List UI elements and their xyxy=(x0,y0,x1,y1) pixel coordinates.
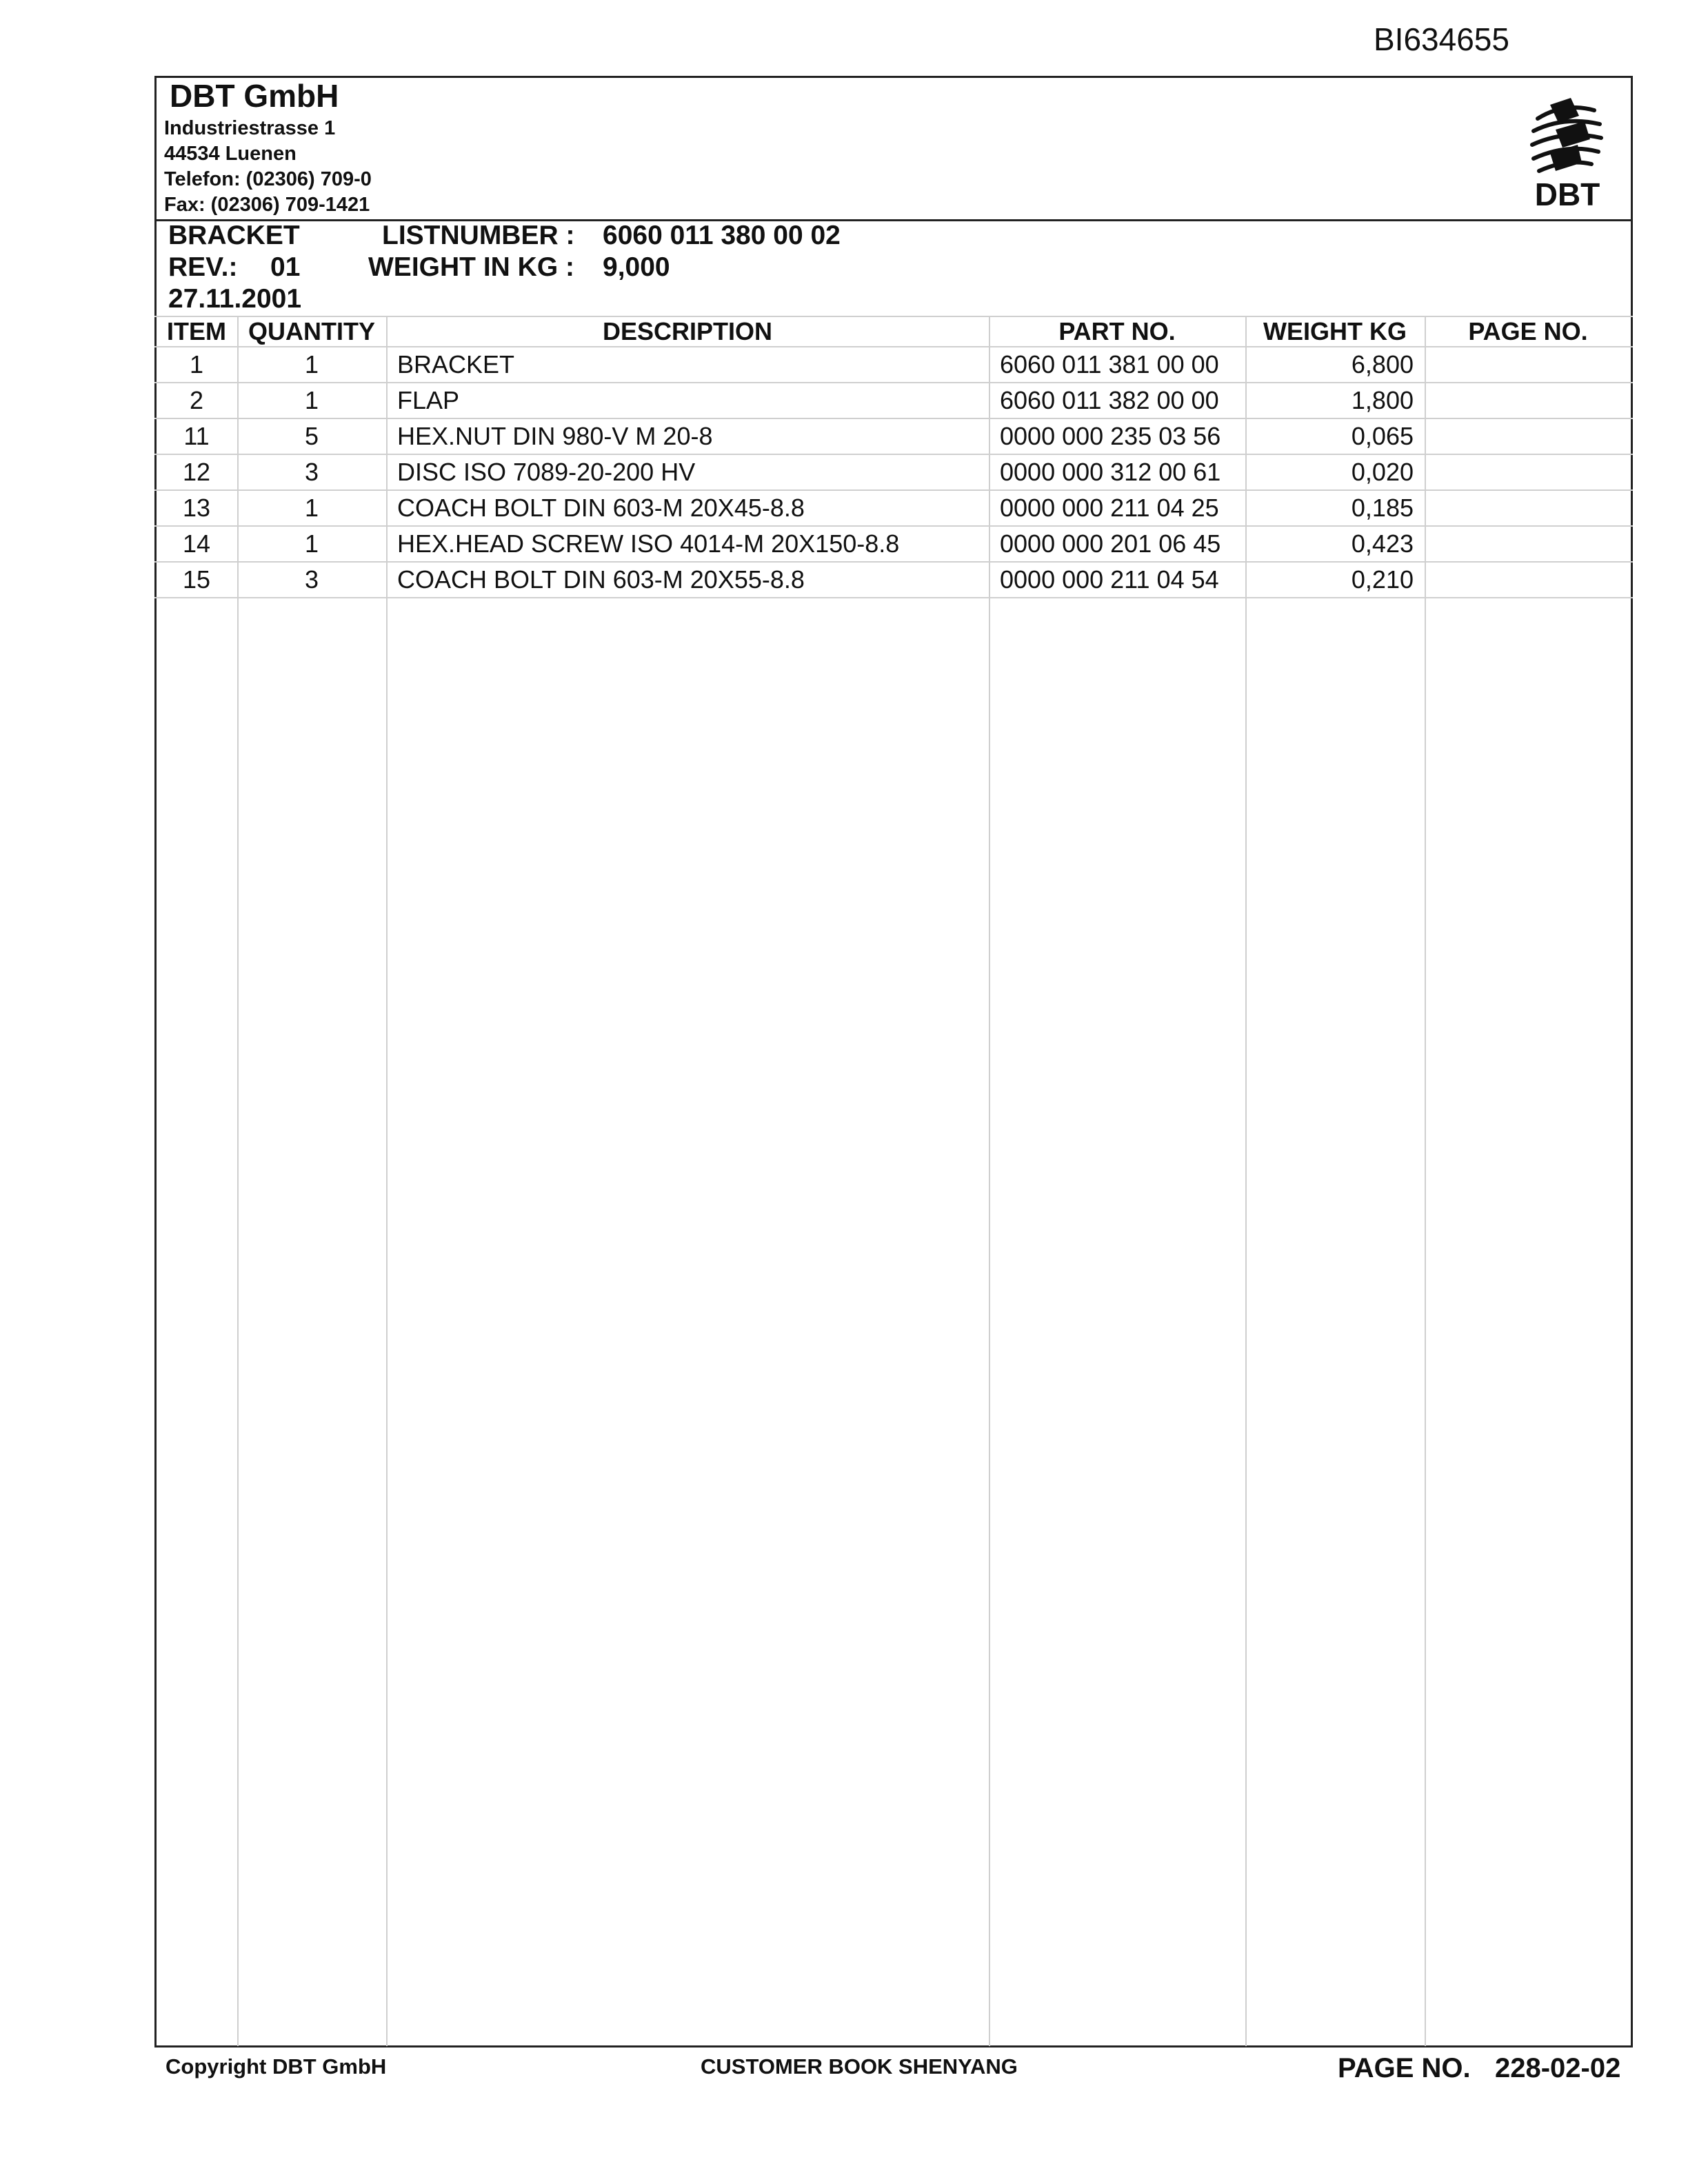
part-name: BRACKET xyxy=(168,221,300,250)
cell-item: 11 xyxy=(183,422,210,450)
cell-description: FLAP xyxy=(397,386,460,414)
footer-page-label: PAGE NO. xyxy=(1338,2053,1471,2083)
header-divider xyxy=(154,219,1633,221)
cell-weight: 1,800 xyxy=(1351,386,1414,414)
cell-description: COACH BOLT DIN 603-M 20X45-8.8 xyxy=(397,494,805,522)
cell-part-no: 6060 011 381 00 00 xyxy=(1000,350,1219,378)
column-divider xyxy=(989,316,990,2046)
cell-item: 12 xyxy=(182,458,211,486)
document-id: BI634655 xyxy=(1374,21,1509,57)
cell-item: 13 xyxy=(182,494,211,522)
cell-part-no: 0000 000 201 06 45 xyxy=(1000,529,1221,558)
cell-quantity: 1 xyxy=(304,529,319,558)
column-header-weight: WEIGHT KG xyxy=(1263,317,1407,345)
cell-weight: 0,423 xyxy=(1351,529,1414,558)
column-header-page: PAGE NO. xyxy=(1468,317,1588,345)
row-divider xyxy=(154,382,1633,383)
rev-value: 01 xyxy=(270,252,301,282)
company-fax: Fax: (02306) 709-1421 xyxy=(164,194,370,216)
column-header-part-no: PART NO. xyxy=(1058,317,1176,345)
listnumber-value: 6060 011 380 00 02 xyxy=(603,221,841,250)
cell-weight: 6,800 xyxy=(1351,350,1414,378)
cell-item: 14 xyxy=(182,529,211,558)
column-header-description: DESCRIPTION xyxy=(602,317,773,345)
cell-description: HEX.HEAD SCREW ISO 4014-M 20X150-8.8 xyxy=(397,529,900,558)
cell-quantity: 3 xyxy=(304,565,319,594)
copyright-text: Copyright DBT GmbH xyxy=(165,2054,387,2079)
cell-description: COACH BOLT DIN 603-M 20X55-8.8 xyxy=(397,565,805,594)
column-divider xyxy=(386,316,388,2046)
row-divider xyxy=(154,454,1633,455)
cell-weight: 0,185 xyxy=(1351,494,1414,522)
listnumber-label: LISTNUMBER : xyxy=(382,221,575,250)
company-phone: Telefon: (02306) 709-0 xyxy=(164,168,372,190)
cell-part-no: 0000 000 235 03 56 xyxy=(1000,422,1221,450)
row-divider xyxy=(154,346,1633,347)
cell-item: 2 xyxy=(189,386,204,414)
cell-description: HEX.NUT DIN 980-V M 20-8 xyxy=(397,422,713,450)
column-header-quantity: QUANTITY xyxy=(248,317,375,345)
row-divider xyxy=(154,597,1633,598)
cell-weight: 0,065 xyxy=(1351,422,1414,450)
company-city: 44534 Luenen xyxy=(164,143,297,165)
customer-book-text: CUSTOMER BOOK SHENYANG xyxy=(701,2054,1018,2079)
cell-part-no: 0000 000 312 00 61 xyxy=(1000,458,1221,486)
cell-item: 15 xyxy=(182,565,211,594)
cell-part-no: 6060 011 382 00 00 xyxy=(1000,386,1219,414)
row-divider xyxy=(154,561,1633,563)
cell-description: BRACKET xyxy=(397,350,515,378)
cell-weight: 0,020 xyxy=(1351,458,1414,486)
weight-label: WEIGHT IN KG : xyxy=(368,252,574,282)
row-divider xyxy=(154,525,1633,527)
cell-quantity: 3 xyxy=(304,458,319,486)
footer-page-value: 228-02-02 xyxy=(1495,2053,1621,2083)
cell-item: 1 xyxy=(189,350,204,378)
dbt-logo xyxy=(1523,95,1612,212)
column-header-item: ITEM xyxy=(167,317,226,345)
cell-part-no: 0000 000 211 04 25 xyxy=(1000,494,1219,522)
cell-part-no: 0000 000 211 04 54 xyxy=(1000,565,1219,594)
logo-text: DBT xyxy=(1534,176,1600,212)
weight-value: 9,000 xyxy=(603,252,670,282)
cell-quantity: 1 xyxy=(304,494,319,522)
rev-label: REV.: xyxy=(168,252,238,282)
cell-description: DISC ISO 7089-20-200 HV xyxy=(397,458,696,486)
row-divider xyxy=(154,489,1633,491)
cell-weight: 0,210 xyxy=(1351,565,1414,594)
company-street: Industriestrasse 1 xyxy=(164,117,336,139)
row-divider xyxy=(154,418,1633,419)
cell-quantity: 1 xyxy=(304,350,319,378)
cell-quantity: 5 xyxy=(304,422,319,450)
company-name: DBT GmbH xyxy=(170,78,339,114)
column-divider xyxy=(1425,316,1426,2046)
part-date: 27.11.2001 xyxy=(168,284,302,314)
cell-quantity: 1 xyxy=(304,386,319,414)
